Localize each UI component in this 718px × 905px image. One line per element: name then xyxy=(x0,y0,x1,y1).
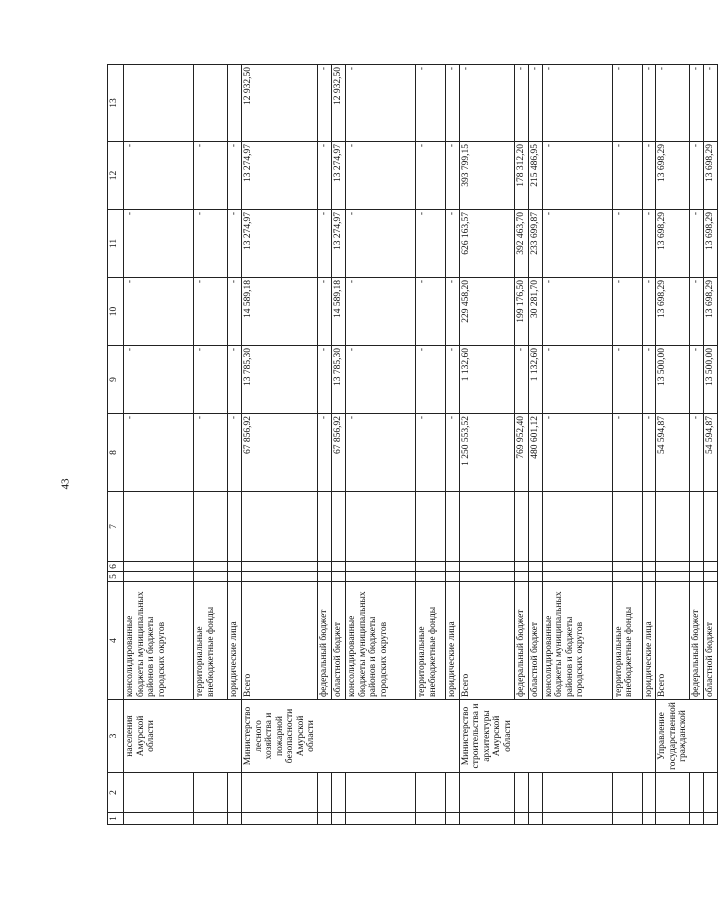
value-cell-col11: 13 698,29 xyxy=(704,210,718,278)
value-cell-col10: - xyxy=(228,278,242,346)
table-row xyxy=(459,65,514,825)
value-cell-col10: 30 281,70 xyxy=(528,278,542,346)
responsible-body-cell: Министерство лесного хозяйства и пожарной безопасности Амурской области xyxy=(242,700,318,773)
value-cell-col11: - xyxy=(228,210,242,278)
value-cell-col12: - xyxy=(642,142,656,210)
table-row xyxy=(228,65,242,825)
value-cell-col12: 13 274,97 xyxy=(242,142,318,210)
value-cell-col13: - xyxy=(656,65,690,142)
value-cell-col10: - xyxy=(642,278,656,346)
value-cell-col11: - xyxy=(446,210,460,278)
funding-source-cell: областной бюджет xyxy=(704,582,718,700)
value-cell-col13: 12 932,50 xyxy=(332,65,346,142)
value-cell-col9: - xyxy=(194,346,228,414)
col-num-9: 9 xyxy=(108,346,124,414)
value-cell-col13: - xyxy=(612,65,642,142)
col2-cell xyxy=(332,773,346,813)
col5-cell xyxy=(690,572,704,582)
col1-cell xyxy=(690,813,704,825)
value-cell-col11: - xyxy=(124,210,194,278)
col5-cell xyxy=(346,572,416,582)
value-cell-col12: - xyxy=(416,142,446,210)
table-row xyxy=(612,65,642,825)
col6-cell xyxy=(194,562,228,572)
value-cell-col11: - xyxy=(346,210,416,278)
col6-cell xyxy=(690,562,704,572)
col6-cell xyxy=(124,562,194,572)
col-num-1: 1 xyxy=(108,813,124,825)
col5-cell xyxy=(194,572,228,582)
value-cell-col9: 1 132,60 xyxy=(459,346,514,414)
funding-source-cell: территориальные внебюджетные фонды xyxy=(194,582,228,700)
col2-cell xyxy=(446,773,460,813)
value-cell-col13: - xyxy=(416,65,446,142)
col6-cell xyxy=(656,562,690,572)
value-cell-col12: - xyxy=(194,142,228,210)
value-cell-col11: 13 274,97 xyxy=(242,210,318,278)
funding-source-cell: федеральный бюджет xyxy=(514,582,528,700)
value-cell-col7 xyxy=(690,492,704,562)
responsible-body-cell xyxy=(194,700,228,773)
col6-cell xyxy=(612,562,642,572)
value-cell-col11: 13 698,29 xyxy=(656,210,690,278)
col6-cell xyxy=(514,562,528,572)
value-cell-col8: 769 952,40 xyxy=(514,414,528,492)
value-cell-col9: - xyxy=(446,346,460,414)
value-cell-col13: - xyxy=(642,65,656,142)
col2-cell xyxy=(124,773,194,813)
value-cell-col12: - xyxy=(446,142,460,210)
value-cell-col7 xyxy=(446,492,460,562)
col-num-5: 5 xyxy=(108,572,124,582)
col5-cell xyxy=(542,572,612,582)
value-cell-col10: - xyxy=(194,278,228,346)
value-cell-col12: 215 486,95 xyxy=(528,142,542,210)
col1-cell xyxy=(124,813,194,825)
col-num-7: 7 xyxy=(108,492,124,562)
value-cell-col7 xyxy=(124,492,194,562)
responsible-body-cell xyxy=(542,700,612,773)
value-cell-col10: 229 458,20 xyxy=(459,278,514,346)
value-cell-col13: - xyxy=(346,65,416,142)
col1-cell xyxy=(656,813,690,825)
col-num-6: 6 xyxy=(108,562,124,572)
col-num-3: 3 xyxy=(108,700,124,773)
funding-source-cell: консолидированные бюджеты муниципальных районов и бюджеты городских округов xyxy=(346,582,416,700)
col-num-4: 4 xyxy=(108,582,124,700)
col5-cell xyxy=(332,572,346,582)
value-cell-col12: - xyxy=(346,142,416,210)
value-cell-col11: 233 699,87 xyxy=(528,210,542,278)
value-cell-col10: 13 698,29 xyxy=(656,278,690,346)
table-row xyxy=(514,65,528,825)
col-num-8: 8 xyxy=(108,414,124,492)
value-cell-col10: - xyxy=(446,278,460,346)
value-cell-col10: - xyxy=(612,278,642,346)
col5-cell xyxy=(656,572,690,582)
responsible-body-cell: Управление государственной гражданской xyxy=(656,700,690,773)
col-num-11: 11 xyxy=(108,210,124,278)
col-num-2: 2 xyxy=(108,773,124,813)
col5-cell xyxy=(528,572,542,582)
value-cell-col11: - xyxy=(612,210,642,278)
table-row xyxy=(542,65,612,825)
table-row xyxy=(318,65,332,825)
col2-cell xyxy=(642,773,656,813)
col6-cell xyxy=(318,562,332,572)
value-cell-col8: - xyxy=(318,414,332,492)
col5-cell xyxy=(416,572,446,582)
col1-cell xyxy=(446,813,460,825)
page-number: 43 xyxy=(59,478,72,490)
value-cell-col9: 13 785,30 xyxy=(332,346,346,414)
funding-source-cell: юридические лица xyxy=(446,582,460,700)
col2-cell xyxy=(242,773,318,813)
value-cell-col9: - xyxy=(690,346,704,414)
value-cell-col7 xyxy=(242,492,318,562)
funding-source-cell: юридические лица xyxy=(228,582,242,700)
value-cell-col7 xyxy=(228,492,242,562)
table-row xyxy=(332,65,346,825)
col5-cell xyxy=(612,572,642,582)
value-cell-col9: - xyxy=(124,346,194,414)
table-row xyxy=(528,65,542,825)
value-cell-col13 xyxy=(194,65,228,142)
col1-cell xyxy=(318,813,332,825)
funding-source-cell: территориальные внебюджетные фонды xyxy=(416,582,446,700)
value-cell-col9: - xyxy=(346,346,416,414)
value-cell-col10: 199 176,50 xyxy=(514,278,528,346)
value-cell-col7 xyxy=(656,492,690,562)
col6-cell xyxy=(242,562,318,572)
value-cell-col9: 1 132,60 xyxy=(528,346,542,414)
col2-cell xyxy=(704,773,718,813)
col-num-12: 12 xyxy=(108,142,124,210)
value-cell-col8: - xyxy=(228,414,242,492)
value-cell-col11: - xyxy=(642,210,656,278)
value-cell-col9: - xyxy=(228,346,242,414)
value-cell-col13: 12 932,50 xyxy=(242,65,318,142)
value-cell-col12: 13 274,97 xyxy=(332,142,346,210)
value-cell-col7 xyxy=(612,492,642,562)
responsible-body-cell xyxy=(528,700,542,773)
col5-cell xyxy=(124,572,194,582)
table-row xyxy=(242,65,318,825)
funding-source-cell: Всего xyxy=(459,582,514,700)
value-cell-col12: 13 698,29 xyxy=(704,142,718,210)
col1-cell xyxy=(346,813,416,825)
value-cell-col7 xyxy=(642,492,656,562)
value-cell-col11: - xyxy=(194,210,228,278)
budget-table xyxy=(107,64,718,825)
value-cell-col11: 626 163,57 xyxy=(459,210,514,278)
value-cell-col13: - xyxy=(528,65,542,142)
col6-cell xyxy=(416,562,446,572)
responsible-body-cell xyxy=(416,700,446,773)
value-cell-col11: - xyxy=(416,210,446,278)
col-num-13: 13 xyxy=(108,65,124,142)
value-cell-col13 xyxy=(228,65,242,142)
value-cell-col13 xyxy=(124,65,194,142)
col1-cell xyxy=(416,813,446,825)
col6-cell xyxy=(528,562,542,572)
table-row xyxy=(656,65,690,825)
col5-cell xyxy=(446,572,460,582)
col6-cell xyxy=(542,562,612,572)
col2-cell xyxy=(194,773,228,813)
value-cell-col13: - xyxy=(542,65,612,142)
col2-cell xyxy=(228,773,242,813)
col5-cell xyxy=(228,572,242,582)
value-cell-col10: 14 589,18 xyxy=(242,278,318,346)
responsible-body-cell xyxy=(346,700,416,773)
value-cell-col10: - xyxy=(542,278,612,346)
value-cell-col11: 392 463,70 xyxy=(514,210,528,278)
value-cell-col9: - xyxy=(642,346,656,414)
funding-source-cell: Всего xyxy=(656,582,690,700)
value-cell-col12: 178 312,20 xyxy=(514,142,528,210)
responsible-body-cell xyxy=(446,700,460,773)
col5-cell xyxy=(318,572,332,582)
table-row xyxy=(690,65,704,825)
col6-cell xyxy=(446,562,460,572)
responsible-body-cell xyxy=(642,700,656,773)
value-cell-col12: - xyxy=(542,142,612,210)
col2-cell xyxy=(612,773,642,813)
value-cell-col8: - xyxy=(124,414,194,492)
col1-cell xyxy=(194,813,228,825)
column-number-row xyxy=(108,65,124,825)
value-cell-col7 xyxy=(194,492,228,562)
value-cell-col8: - xyxy=(446,414,460,492)
value-cell-col8: - xyxy=(346,414,416,492)
col1-cell xyxy=(704,813,718,825)
value-cell-col8: 480 601,12 xyxy=(528,414,542,492)
table-row xyxy=(642,65,656,825)
responsible-body-cell xyxy=(514,700,528,773)
col2-cell xyxy=(542,773,612,813)
value-cell-col11: - xyxy=(542,210,612,278)
funding-source-cell: областной бюджет xyxy=(528,582,542,700)
value-cell-col10: 14 589,18 xyxy=(332,278,346,346)
responsible-body-cell xyxy=(332,700,346,773)
col2-cell xyxy=(318,773,332,813)
value-cell-col7 xyxy=(514,492,528,562)
value-cell-col8: - xyxy=(612,414,642,492)
col-num-10: 10 xyxy=(108,278,124,346)
table-row xyxy=(194,65,228,825)
table-row xyxy=(346,65,416,825)
value-cell-col7 xyxy=(542,492,612,562)
value-cell-col7 xyxy=(528,492,542,562)
value-cell-col10: - xyxy=(124,278,194,346)
responsible-body-cell xyxy=(228,700,242,773)
value-cell-col7 xyxy=(416,492,446,562)
value-cell-col10: - xyxy=(690,278,704,346)
value-cell-col10: - xyxy=(416,278,446,346)
col2-cell xyxy=(416,773,446,813)
value-cell-col9: 13 500,00 xyxy=(656,346,690,414)
table-row xyxy=(704,65,718,825)
value-cell-col13: - xyxy=(690,65,704,142)
col5-cell xyxy=(642,572,656,582)
value-cell-col13: - xyxy=(446,65,460,142)
value-cell-col7 xyxy=(459,492,514,562)
value-cell-col7 xyxy=(346,492,416,562)
value-cell-col8: - xyxy=(194,414,228,492)
col2-cell xyxy=(514,773,528,813)
funding-source-cell: федеральный бюджет xyxy=(318,582,332,700)
value-cell-col9: - xyxy=(542,346,612,414)
value-cell-col8: 1 250 553,52 xyxy=(459,414,514,492)
col6-cell xyxy=(228,562,242,572)
responsible-body-cell xyxy=(690,700,704,773)
col2-cell xyxy=(656,773,690,813)
value-cell-col7 xyxy=(704,492,718,562)
value-cell-col7 xyxy=(332,492,346,562)
col1-cell xyxy=(228,813,242,825)
value-cell-col8: - xyxy=(542,414,612,492)
value-cell-col12: 13 698,29 xyxy=(656,142,690,210)
value-cell-col11: - xyxy=(318,210,332,278)
table-row xyxy=(124,65,194,825)
responsible-body-cell xyxy=(318,700,332,773)
col5-cell xyxy=(242,572,318,582)
col6-cell xyxy=(332,562,346,572)
value-cell-col8: - xyxy=(416,414,446,492)
value-cell-col10: 13 698,29 xyxy=(704,278,718,346)
value-cell-col12: 393 799,15 xyxy=(459,142,514,210)
responsible-body-cell xyxy=(612,700,642,773)
col2-cell xyxy=(459,773,514,813)
col6-cell xyxy=(346,562,416,572)
funding-source-cell: федеральный бюджет xyxy=(690,582,704,700)
value-cell-col12: - xyxy=(612,142,642,210)
col1-cell xyxy=(514,813,528,825)
value-cell-col11: 13 274,97 xyxy=(332,210,346,278)
funding-source-cell: территориальные внебюджетные фонды xyxy=(612,582,642,700)
funding-source-cell: консолидированные бюджеты муниципальных районов и бюджеты городских округов xyxy=(542,582,612,700)
funding-source-cell: консолидированные бюджеты муниципальных районов и бюджеты городских округов xyxy=(124,582,194,700)
col1-cell xyxy=(542,813,612,825)
value-cell-col9: - xyxy=(612,346,642,414)
col5-cell xyxy=(514,572,528,582)
col6-cell xyxy=(459,562,514,572)
value-cell-col9: 13 785,30 xyxy=(242,346,318,414)
col1-cell xyxy=(612,813,642,825)
table-row xyxy=(446,65,460,825)
responsible-body-cell xyxy=(704,700,718,773)
value-cell-col8: 54 594,87 xyxy=(704,414,718,492)
value-cell-col11: - xyxy=(690,210,704,278)
value-cell-col13: - xyxy=(514,65,528,142)
responsible-body-cell: Министерство строительства и архитектуры Амурской области xyxy=(459,700,514,773)
col2-cell xyxy=(690,773,704,813)
value-cell-col12: - xyxy=(690,142,704,210)
value-cell-col9: 13 500,00 xyxy=(704,346,718,414)
value-cell-col9: - xyxy=(416,346,446,414)
funding-source-cell: юридические лица xyxy=(642,582,656,700)
responsible-body-cell: населения Амурской области xyxy=(124,700,194,773)
col6-cell xyxy=(704,562,718,572)
value-cell-col8: 54 594,87 xyxy=(656,414,690,492)
col2-cell xyxy=(346,773,416,813)
funding-source-cell: Всего xyxy=(242,582,318,700)
col6-cell xyxy=(642,562,656,572)
value-cell-col10: - xyxy=(318,278,332,346)
value-cell-col12: - xyxy=(124,142,194,210)
col1-cell xyxy=(642,813,656,825)
value-cell-col13: - xyxy=(318,65,332,142)
value-cell-col13: - xyxy=(704,65,718,142)
col2-cell xyxy=(528,773,542,813)
value-cell-col9: - xyxy=(318,346,332,414)
col5-cell xyxy=(459,572,514,582)
col5-cell xyxy=(704,572,718,582)
col1-cell xyxy=(459,813,514,825)
rotated-table-sheet xyxy=(107,65,715,825)
value-cell-col8: - xyxy=(642,414,656,492)
value-cell-col9: - xyxy=(514,346,528,414)
value-cell-col13: - xyxy=(459,65,514,142)
value-cell-col10: - xyxy=(346,278,416,346)
table-row xyxy=(416,65,446,825)
value-cell-col12: - xyxy=(318,142,332,210)
value-cell-col8: 67 856,92 xyxy=(332,414,346,492)
value-cell-col8: - xyxy=(690,414,704,492)
value-cell-col12: - xyxy=(228,142,242,210)
value-cell-col7 xyxy=(318,492,332,562)
col1-cell xyxy=(242,813,318,825)
value-cell-col8: 67 856,92 xyxy=(242,414,318,492)
funding-source-cell: областной бюджет xyxy=(332,582,346,700)
col1-cell xyxy=(332,813,346,825)
col1-cell xyxy=(528,813,542,825)
